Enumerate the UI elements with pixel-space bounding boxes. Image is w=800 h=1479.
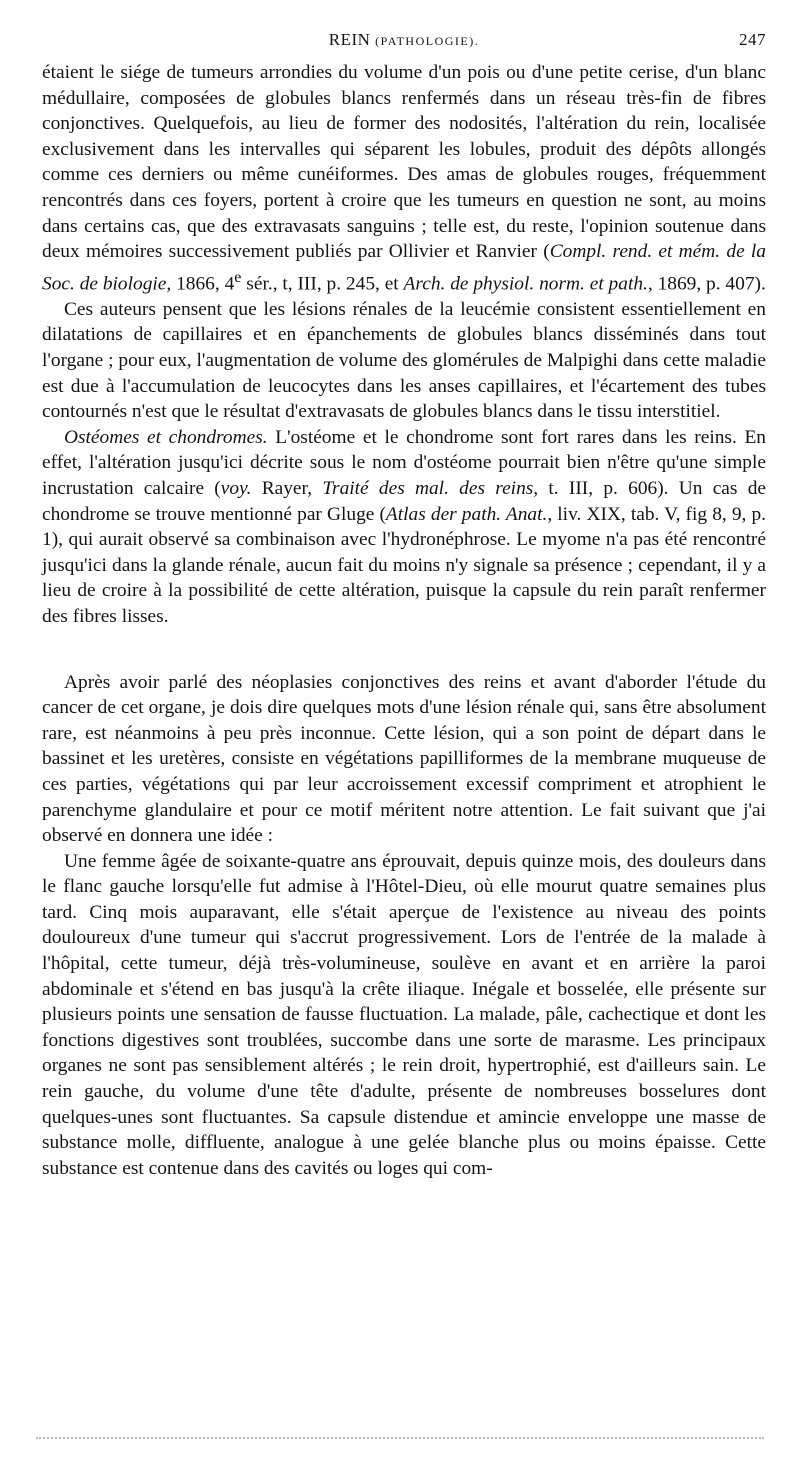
running-head xyxy=(42,30,766,60)
paragraph-apres-avoir: Après avoir parlé des néoplasies conjonctives des reins et avant d'aborder l'étude du cancer de cet organe, je dois dire quelques mots d'une lésion rénale qui, sans être absolument rare, est néanmoins à peu près inconnue. Cette lésion, qui a son point de départ dans le bassinet et les uretères, consiste en végétations papilliformes de la membrane muqueuse de ces parties, végétations qui par leur accroissement excessif compriment et atrophient le parenchyme glandulaire et pour ce motif méritent notre attention. Le fait suivant que j'ai observé en donnera une idée : xyxy=(42,671,766,847)
section-gap xyxy=(42,630,766,670)
section-heading: Ostéomes et chondromes. xyxy=(64,426,268,448)
citation-abbrev: voy. xyxy=(220,477,252,499)
paragraph-text: étaient le siége de tumeurs arrondies du volume d'un pois ou d'une petite cerise, d'un blanc médullaire, composées de globules blancs renfermés dans un réseau très-fin de fibres conjonctives. Quelquefois, au lieu de former des nodosités, l'altération du rein, localisée exclusivement dans les intervalles qui séparent les lobules, produit des dépôts allongés comme ces derniers ou même cunéiformes. Des amas de globules rouges, fréquemment rencontrés dans ces foyers, portent à croire que les tumeurs en question ne sont, au moins dans certains cas, que des extravasats sanguins ; telle est, du reste, l'opinion soutenue dans deux mémoires successivement publiés par Ollivier et Ranvier ( xyxy=(42,62,766,263)
paragraph-text: 1866, 4 xyxy=(171,273,235,295)
superscript: e xyxy=(234,268,242,286)
bottom-dotted-rule xyxy=(36,1437,764,1439)
paragraph-case-report: Une femme âgée de soixante-quatre ans éprouvait, depuis quinze mois, des douleurs dans le flanc gauche lorsqu'elle fut admise à l'Hôtel-Dieu, où elle mourut quatre semaines plus tard. Cinq mois auparavant, elle s'était aperçue de l'existence au niveau des points douloureux d'une tumeur qui s'accrut progressivement. Lors de l'entrée de la malade à l'hôpital, cette tumeur, déjà très-volumineuse, soulève en avant et en arrière la paroi abdominale et s'étend en bas jusqu'à la crête iliaque. Inégale et bosselée, elle présente sur plusieurs points une sensation de fausse fluctuation. La malade, pâle, cachectique et dont les fonctions digestives sont troublées, succombe dans une sorte de marasme. Les principaux organes ne sont pas sensiblement altérés ; le rein droit, hypertrophié, est d'ailleurs sain. Le rein gauche, du volume d'une tête d'adulte, présente de nombreuses bosselures dont quelques-unes sont fluctuantes. Sa capsule distendue et amincie enveloppe une masse de substance molle, diffluente, analogue à une gelée blanche plus ou moins épaisse. Cette substance est contenue dans des cavités ou loges qui com- xyxy=(42,850,766,1179)
paragraph-leucemie-continued xyxy=(42,60,766,297)
paragraph-text: liv. XIX, tab. V, fig 8, 9, p. 1), qui aurait observé sa combinaison avec l'hydronéphrose. Le myome n'a pas été rencontré jusqu'ici dans la glande rénale, aucun fait du moins n'y signale sa présence ; cependant, il y a lieu de croire à la possibilité de cette altération, puisque la capsule du rein paraît renfermer des fibres lisses. xyxy=(42,503,767,627)
paragraph-osteomes xyxy=(42,425,766,630)
running-title-main: REIN xyxy=(328,30,371,49)
citation-title: Compl. rend. et mém. de la Soc. de biologie, xyxy=(42,241,767,295)
paragraph-text: sér., t, III, p. 245, et xyxy=(241,273,404,295)
citation-title: Arch. de physiol. norm. et path., xyxy=(403,273,653,295)
paragraph-text: Rayer, xyxy=(251,477,323,499)
paragraph-text: t. III, p. 606). Un cas de chondrome se trouve mentionné par Gluge ( xyxy=(42,477,766,525)
running-title-subtitle: (PATHOLOGIE). xyxy=(375,34,480,48)
paragraph-auteurs: Ces auteurs pensent que les lésions rénales de la leucémie consistent essentiellement en dilatations de capillaires et en épanchements de globules blancs disséminés dans tout l'organe ; pour eux, l'augmentation de volume des glomérules de Malpighi dans cette maladie est due à l'accumulation de leucocytes dans les anses capillaires, et l'écartement des tubes contournés n'est que le résultat d'extravasats de globules blancs dans le tissu interstitiel. xyxy=(42,298,766,423)
paragraph-text: 1869, p. 407). xyxy=(652,273,766,295)
page xyxy=(42,30,766,1181)
running-title xyxy=(42,30,766,50)
citation-title: Traité des mal. des reins, xyxy=(322,477,539,499)
paragraph-text: L'ostéome et le chondrome sont fort rares dans les reins. En effet, l'altération jusqu'ici décrite sous le nom d'ostéome pourrait bien n'être qu'une simple incrustation calcaire ( xyxy=(42,426,766,499)
page-number: 247 xyxy=(739,30,766,49)
citation-title: Atlas der path. Anat., xyxy=(385,503,553,525)
